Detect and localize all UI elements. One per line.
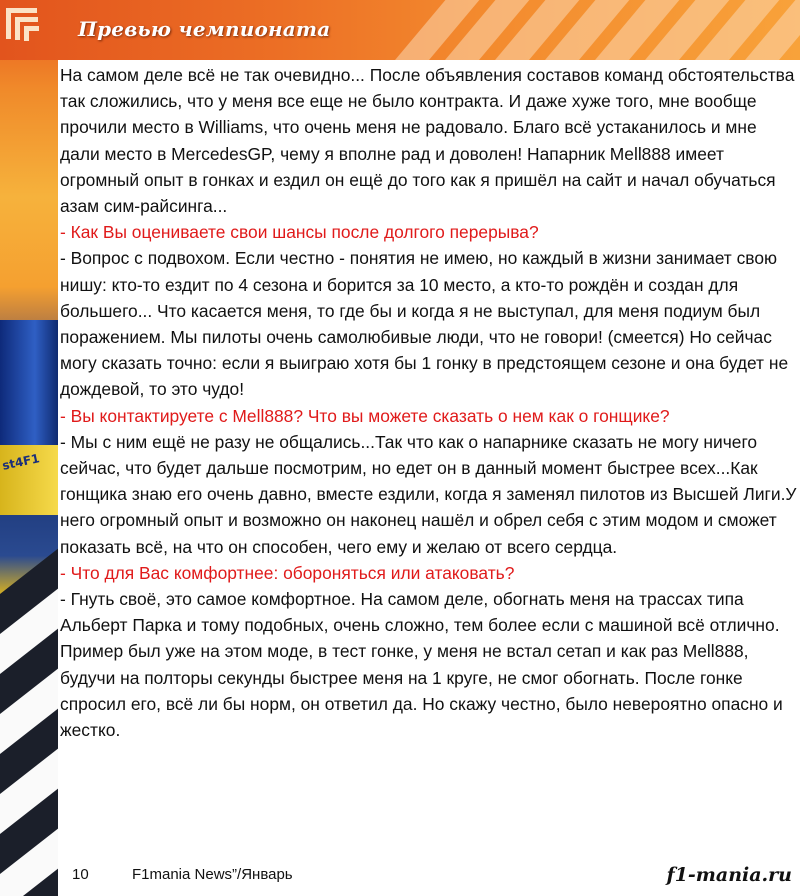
background-photo — [0, 0, 58, 896]
publication-name: F1mania News”/Январь — [132, 866, 293, 883]
section-title: Превью чемпионата — [78, 17, 331, 41]
header-emblem-icon — [6, 8, 40, 42]
page-number: 10 — [72, 866, 89, 883]
answer-paragraph: На самом деле всё не так очевидно... После объявления составов команд обстоятельства так сложились, что у меня все еще не было контракта. И даже хуже того, мне вообще прочили место в Williams, что очень меня не радовало. Благо всё устаканилось и мне дали место в MercedesGP, чему я вполне рад и доволен! Напарник Mell888 имеет огромный опыт в гонках и ездил он ещё до того как я пришёл на сайт и начал обучаться азам сим-райсинга... — [60, 65, 795, 217]
answer-paragraph: - Мы с ним ещё не разу не общались...Так что как о напарнике сказать не могу ничего сейчас, что будет дальше посмотрим, но едет он в данный момент быстрее всех...Как гонщика знаю его очень давно, вместе ездили, когда я заменял пилотов из Высшей Лиги.У него огромный опыт и возможно он наконец нашёл и обрел себя с этим модом и сможет показать всё, на что он способен, чего ему и желаю от всего сердца. — [60, 431, 797, 557]
question-paragraph: - Вы контактируете с Mell888? Что вы можете сказать о нем как о гонщике? — [60, 405, 670, 426]
page-footer — [72, 866, 293, 883]
site-url: f1-mania.ru — [666, 864, 792, 886]
question-paragraph: - Как Вы оцениваете свои шансы после долгого перерыва? — [60, 222, 539, 243]
answer-paragraph: - Вопрос с подвохом. Если честно - понятия не имею, но каждый в жизни занимает свою нишу: кто-то ездит по 4 сезона и борится за 10 место, а кто-то рождён и создан для большего... Что касается меня, то где бы и когда я не выступал, для меня подиум был поражением. Мы пилоты очень самолюбивые люди, что не говори! (смеется) Но сейчас могу сказать точно: если я выиграю хотя бы 1 гонку в предстоящем сезоне и она будет не дождевой, то это чудо! — [60, 248, 789, 400]
car-livery-text: st4F1 — [0, 451, 41, 473]
section-header — [0, 0, 800, 60]
answer-paragraph: - Гнуть своё, это самое комфортное. На самом деле, обогнать меня на трассах типа Альберт Парка и тому подобных, очень сложно, тем более если с машиной всё отлично. Пример был уже на этом моде, в тест гонке, у меня не встал сетап и как раз Mell888, будучи на полторы секунды быстрее меня на 1 круге, не смог обогнать. После гонке спросил его, всё ли бы норм, он ответил да. Но скажу честно, было невероятно опасно и жестко. — [60, 589, 783, 741]
text-panel — [58, 60, 800, 896]
interview-text — [60, 62, 800, 743]
question-paragraph: - Что для Вас комфортнее: обороняться или атаковать? — [60, 562, 515, 583]
